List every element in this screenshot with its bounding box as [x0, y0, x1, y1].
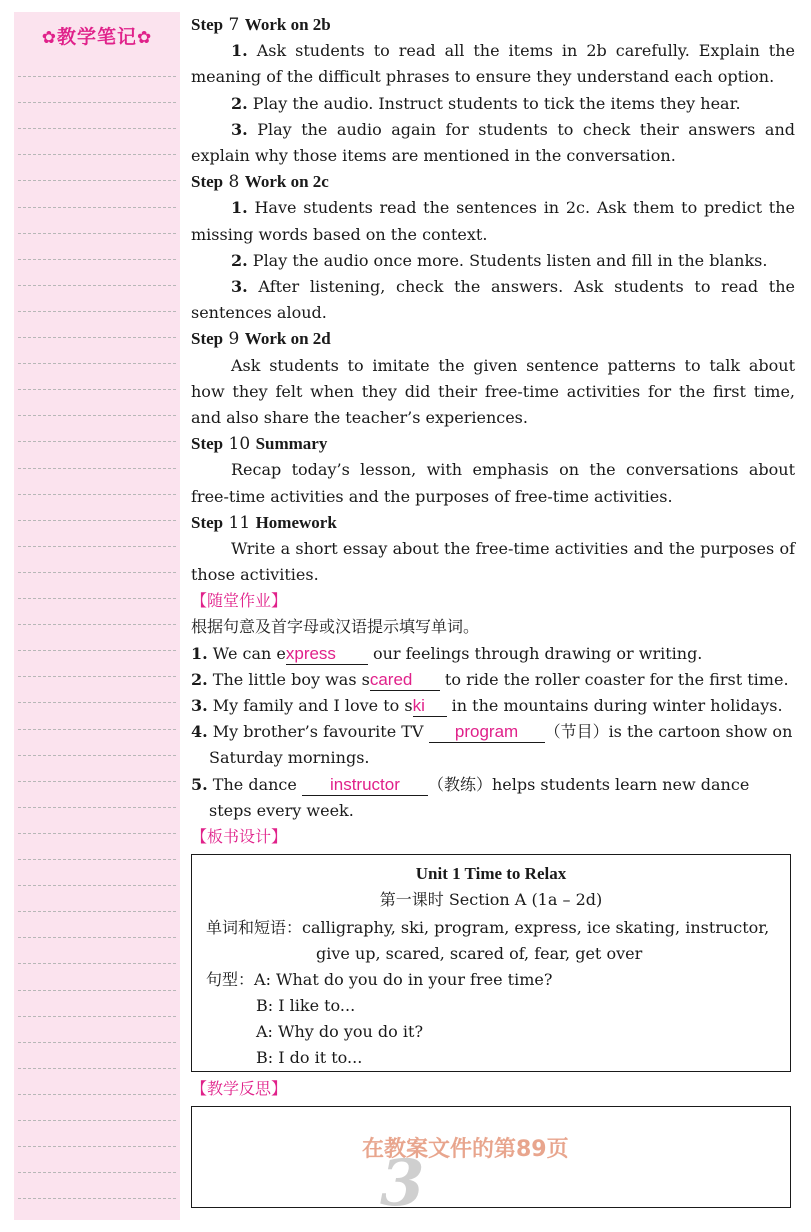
- note-line: [18, 990, 176, 991]
- step-heading: Step 10 Summary: [191, 434, 328, 455]
- step-item: 3. Play the audio again for students to check their answers and explain why those items are mentioned in the conversation.: [191, 119, 795, 166]
- pattern-line: A: Why do you do it?: [256, 1022, 424, 1042]
- note-line: [18, 650, 176, 651]
- note-line: [18, 546, 176, 547]
- note-line: [18, 1146, 176, 1147]
- step-10: [191, 431, 795, 510]
- note-line: [18, 128, 176, 129]
- vocab-line: give up, scared, scared of, fear, get over: [316, 944, 643, 964]
- lesson-content: [191, 12, 795, 1208]
- board-design-box: [191, 854, 791, 1072]
- pattern-line: B: I do it to...: [256, 1048, 363, 1068]
- note-line: [18, 781, 176, 782]
- note-line: [18, 233, 176, 234]
- reflection-box[interactable]: [191, 1106, 791, 1208]
- step-11: [191, 510, 795, 589]
- step-heading: Step 9 Work on 2d: [191, 329, 331, 350]
- note-line: [18, 468, 176, 469]
- note-line: [18, 494, 176, 495]
- note-line: [18, 363, 176, 364]
- step-text: Recap today’s lesson, with emphasis on the conversations about free-time activities and the purposes of free-time activities.: [191, 460, 795, 506]
- answer-blank[interactable]: ki: [413, 696, 447, 717]
- note-line: [18, 520, 176, 521]
- board-title: Unit 1 Time to Relax: [415, 864, 567, 884]
- homework-instruction: 根据句意及首字母或汉语提示填写单词。: [191, 617, 480, 637]
- flower-icon: ✿: [137, 28, 153, 48]
- note-line: [18, 1016, 176, 1017]
- note-line: [18, 937, 176, 938]
- step-item: 2. Play the audio. Instruct students to tick the items they hear.: [231, 93, 741, 113]
- step-heading: Step 7 Work on 2b: [191, 15, 331, 35]
- note-line: [18, 441, 176, 442]
- step-heading: Step 11 Homework: [191, 512, 337, 533]
- note-line: [18, 1094, 176, 1095]
- step-7: [191, 12, 795, 169]
- note-line: [18, 259, 176, 260]
- exercise-item: 4. My brother’s favourite TV program （节目）is the cartoon show on Saturday mornings.: [191, 722, 793, 768]
- step-item: 3. After listening, check the answers. Ask students to read the sentences aloud.: [191, 277, 795, 323]
- reflection-heading: 【教学反思】: [191, 1079, 288, 1099]
- note-line: [18, 702, 176, 703]
- step-heading: Step 8 Work on 2c: [191, 172, 329, 193]
- pattern-line: 句型：A: What do you do in your free time?: [206, 970, 553, 990]
- note-line: [18, 76, 176, 77]
- note-line: [18, 1172, 176, 1173]
- answer-blank[interactable]: cared: [370, 670, 440, 691]
- step-item: 2. Play the audio once more. Students listen and fill in the blanks.: [231, 250, 768, 270]
- homework-heading: 【随堂作业】: [191, 591, 288, 611]
- note-line: [18, 207, 176, 208]
- note-line: [18, 885, 176, 886]
- page-watermark: 在教案文件的第89页: [362, 1137, 569, 1163]
- step-text: Ask students to imitate the given sentence patterns to talk about how they felt when they did their free-time activities for the first time, and also share the teacher’s experiences.: [191, 355, 795, 428]
- note-line: [18, 1198, 176, 1199]
- exercise-item: 2. The little boy was scared to ride the roller coaster for the first time.: [191, 669, 789, 689]
- exercise-item: 5. The dance instructor （教练）helps students learn new dance steps every week.: [191, 774, 750, 820]
- note-line: [18, 1068, 176, 1069]
- vocab-line: 单词和短语：calligraphy, ski, program, express, ice skating, instructor,: [206, 918, 770, 938]
- exercise-item: 1. We can express our feelings through drawing or writing.: [191, 643, 703, 663]
- note-line: [18, 1042, 176, 1043]
- note-line: [18, 833, 176, 834]
- answer-blank[interactable]: xpress: [286, 644, 368, 665]
- note-line: [18, 729, 176, 730]
- step-8: [191, 169, 795, 326]
- note-line: [18, 676, 176, 677]
- answer-blank[interactable]: program: [429, 722, 545, 743]
- note-line: [18, 755, 176, 756]
- step-item: 1. Ask students to read all the items in 2b carefully. Explain the meaning of the difficult phrases to ensure they understand each option.: [191, 41, 795, 87]
- board-subtitle: 第一课时 Section A (1a – 2d): [379, 890, 603, 910]
- step-item: 1. Have students read the sentences in 2c. Ask them to predict the missing words based on the context.: [191, 198, 795, 244]
- note-line: [18, 807, 176, 808]
- note-line: [18, 337, 176, 338]
- flower-icon: ✿: [41, 28, 57, 48]
- note-line: [18, 572, 176, 573]
- note-line: [18, 1120, 176, 1121]
- note-line: [18, 311, 176, 312]
- notes-title: ✿教学笔记✿: [41, 26, 153, 48]
- note-line: [18, 598, 176, 599]
- note-line: [18, 624, 176, 625]
- notes-sidebar: [14, 12, 180, 1220]
- note-line: [18, 285, 176, 286]
- exercise-item: 3. My family and I love to ski in the mountains during winter holidays.: [191, 696, 783, 716]
- step-9: [191, 326, 795, 431]
- note-line: [18, 180, 176, 181]
- board-heading: 【板书设计】: [191, 827, 288, 847]
- note-line: [18, 102, 176, 103]
- note-line: [18, 154, 176, 155]
- answer-blank[interactable]: instructor: [302, 775, 428, 796]
- pattern-line: B: I like to...: [256, 996, 356, 1016]
- note-line: [18, 911, 176, 912]
- note-line: [18, 963, 176, 964]
- note-line: [18, 859, 176, 860]
- note-line: [18, 415, 176, 416]
- note-line: [18, 389, 176, 390]
- page-number: 3: [380, 1146, 425, 1221]
- step-text: Write a short essay about the free-time activities and the purposes of those activities.: [191, 539, 795, 585]
